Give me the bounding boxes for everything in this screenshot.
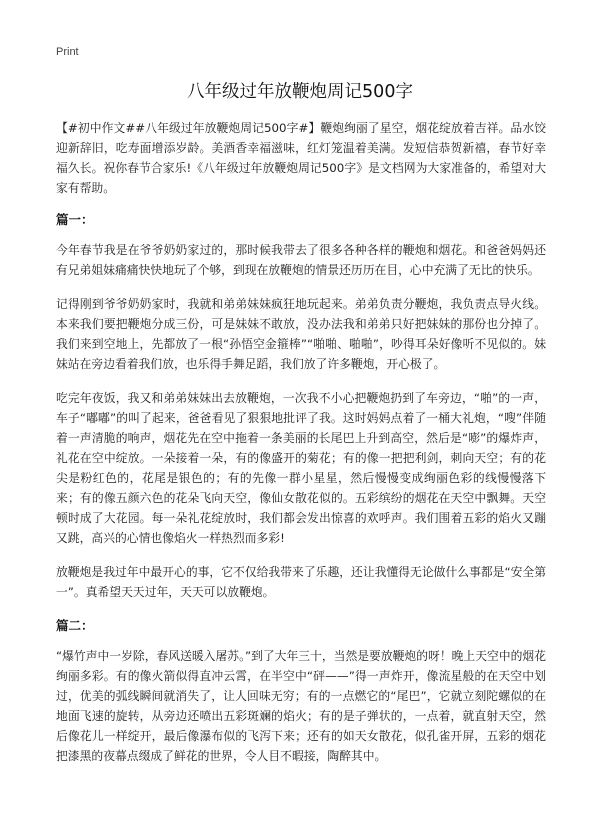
paragraph: “爆竹声中一岁除，春风送暖入屠苏。”到了大年三十，当然是要放鞭炮的呀！晚上天空中的烟花绚丽多彩。有的像火箭似得直冲云霄，在半空中“砰——”得一声炸开，像流星般的在天空中划过，优美的弧线瞬间就消失了，让人回味无穷；有的一点燃它的“尾巴”，它就立刻陀螺似的在地面飞速的旋转，从旁边还喷出五彩斑斓的焰火；有的是子弹状的，一点着，就直射天空，然后像花儿一样绽开，最后像瀑布似的飞泻下来；还有的如天女散花，似孔雀开屏，五彩的烟花把漆黑的夜幕点缀成了鲜花的世界，令人目不暇接，陶醉其中。 bbox=[56, 649, 546, 763]
paragraph: 放鞭炮是我过年中最开心的事，它不仅给我带来了乐趣，还让我懂得无论做什么事都是“安全第一”。真希望天天过年，天天可以放鞭炮。 bbox=[56, 565, 546, 599]
section-heading-2: 篇二： bbox=[56, 618, 94, 633]
article-body bbox=[56, 118, 546, 780]
print-link[interactable]: Print bbox=[56, 46, 79, 58]
paragraph: 今年春节我是在爷爷奶奶家过的，那时候我带去了很多各种各样的鞭炮和烟花。和爸爸妈妈还有兄弟姐妹痛痛快快地玩了个够，到现在放鞭炮的情景还历历在目，心中充满了无比的快乐。 bbox=[56, 243, 546, 277]
section-heading-1: 篇一： bbox=[56, 212, 94, 227]
page-title: 八年级过年放鞭炮周记500字 bbox=[187, 82, 413, 102]
paragraph: 记得刚到爷爷奶奶家时，我就和弟弟妹妹疯狂地玩起来。弟弟负责分鞭炮，我负责点导火线。本来我们要把鞭炮分成三份，可是妹妹不敢放，没办法我和弟弟只好把妹妹的那份也分掉了。我们来到空地上，先都放了一根“孙悟空金箍棒”“啪啪、啪啪”，吵得耳朵好像听不见似的。妹妹站在旁边看着我们放，也乐得手舞足蹈，我们放了许多鞭炮，开心极了。 bbox=[56, 297, 546, 371]
intro-paragraph: 【#初中作文##八年级过年放鞭炮周记500字#】鞭炮绚丽了星空，烟花绽放着吉祥。品水饺迎新辞旧，吃寿面增添岁龄。美酒香幸福滋味，红灯笼温着美满。发短信恭贺新禧，春节好幸福久长。祝你春节合家乐!《八年级过年放鞭炮周记500字》是文档网为大家准备的，希望对大家有帮助。 bbox=[56, 121, 546, 195]
paragraph: 吃完年夜饭，我又和弟弟妹妹出去放鞭炮，一次我不小心把鞭炮扔到了车旁边，“啪”的一声，车子“嘟嘟”的叫了起来，爸爸看见了狠狠地批评了我。这时妈妈点着了一桶大礼炮，“嗖”伴随着一声清脆的响声，烟花先在空中拖着一条美丽的长尾巴上升到高空，然后是“嘭”的爆炸声，礼花在空中绽放。一朵接着一朵，有的像盛开的菊花；有的像一把把利剑，刺向天空；有的花尖是粉红色的，花尾是银色的；有的先像一群小星星，然后慢慢变成绚丽色彩的线慢慢落下来；有的像五颜六色的花朵飞向天空，像仙女散花似的。五彩缤纷的烟花在天空中飘舞。天空顿时成了大花园。每一朵礼花绽放时，我们都会发出惊喜的欢呼声。我们围着五彩的焰火又蹦又跳，高兴的心情也像焰火一样热烈而多彩! bbox=[56, 391, 546, 545]
